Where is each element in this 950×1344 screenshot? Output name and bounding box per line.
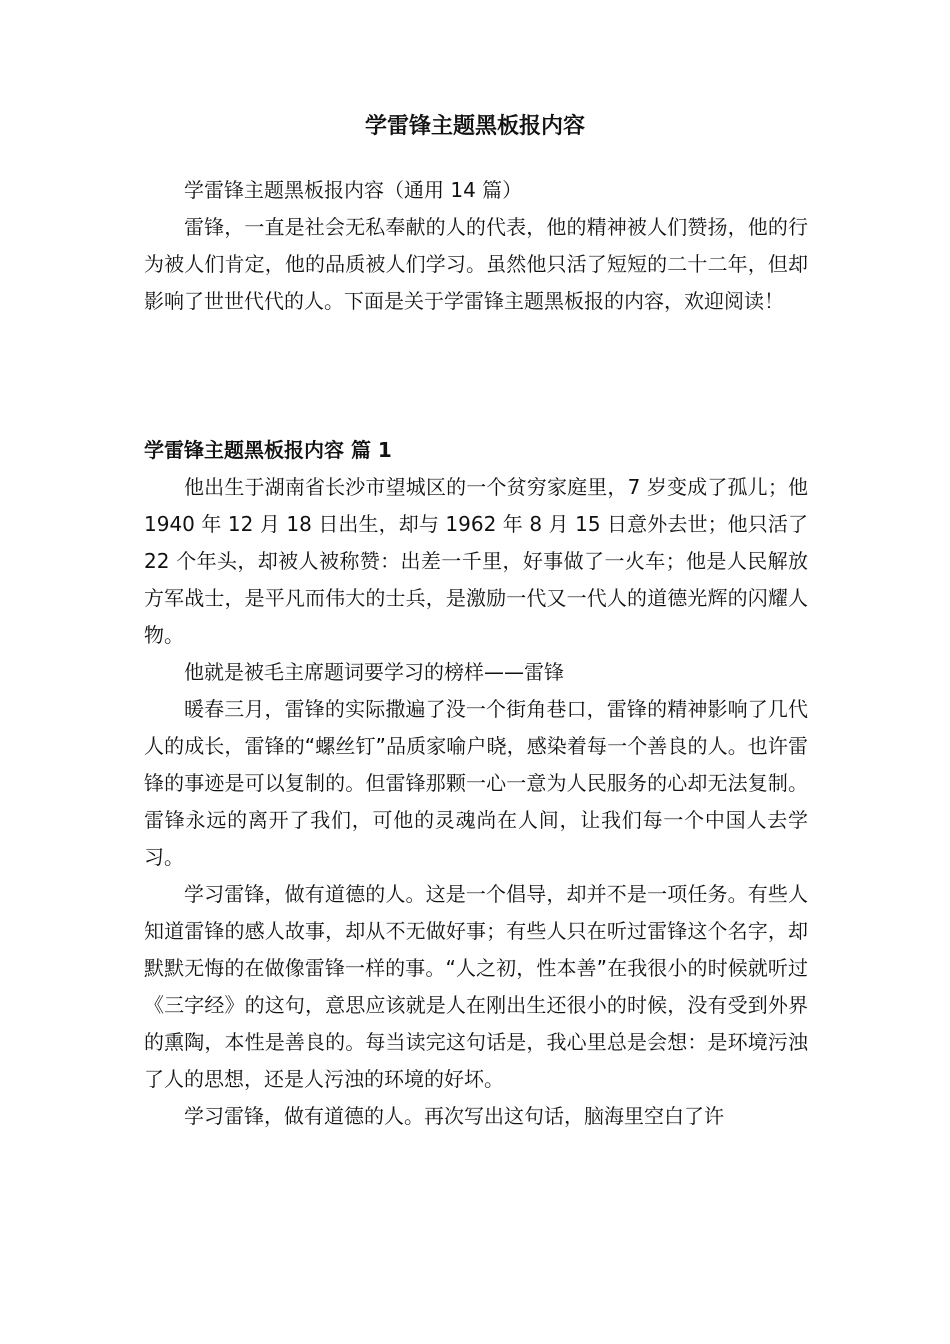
body-paragraph: 学习雷锋，做有道德的人。这是一个倡导，却并不是一项任务。有些人知道雷锋的感人故事，却从不无做好事；有些人只在听过雷锋这个名字，却默默无悔的在做像雷锋一样的事。“人之初，性本善”在我很小的时候就听过《三字经》的这句，意思应该就是人在刚出生还很小的时候，没有受到外界的熏陶，本性是善良的。每当读完这句话是，我心里总是会想：是环境污浊了人的思想，还是人污浊的环境的好坏。: [144, 882, 808, 1091]
body-paragraph: 学习雷锋，做有道德的人。再次写出这句话，脑海里空白了许: [184, 1104, 724, 1128]
body-paragraph: 他出生于湖南省长沙市望城区的一个贫穷家庭里，7 岁变成了孤儿；他 1940 年 12 月 18 日出生，却与 1962 年 8 月 15 日意外去世；他只活了 22 个年头，却被人被称赞：出差一千里，好事做了一火车；他是人民解放方军战士，是平凡而伟大的士兵，是激励一代又一代人的道德光辉的闪耀人物。: [144, 475, 808, 647]
document-title: 学雷锋主题黑板报内容: [364, 114, 585, 139]
body-paragraph: 暖春三月，雷锋的实际撒遍了没一个街角巷口，雷锋的精神影响了几代人的成长，雷锋的“螺丝钉”品质家喻户晓，感染着每一个善良的人。也许雷锋的事迹是可以复制的。但雷锋那颗一心一意为人民服务的心却无法复制。雷锋永远的离开了我们，可他的灵魂尚在人间，让我们每一个中国人去学习。: [144, 697, 808, 869]
document-body: [144, 172, 808, 1135]
subtitle-paragraph: 学雷锋主题黑板报内容（通用 14 篇）: [184, 178, 523, 202]
body-paragraph: 他就是被毛主席题词要学习的榜样——雷锋: [184, 660, 564, 684]
intro-paragraph: 雷锋，一直是社会无私奉献的人的代表，他的精神被人们赞扬，他的行为被人们肯定，他的品质被人们学习。虽然他只活了短短的二十二年，但却影响了世世代代的人。下面是关于学雷锋主题黑板报的内容，欢迎阅读！: [144, 215, 808, 313]
section-heading: 学雷锋主题黑板报内容 篇 1: [144, 438, 392, 462]
section-spacer: [144, 320, 808, 432]
